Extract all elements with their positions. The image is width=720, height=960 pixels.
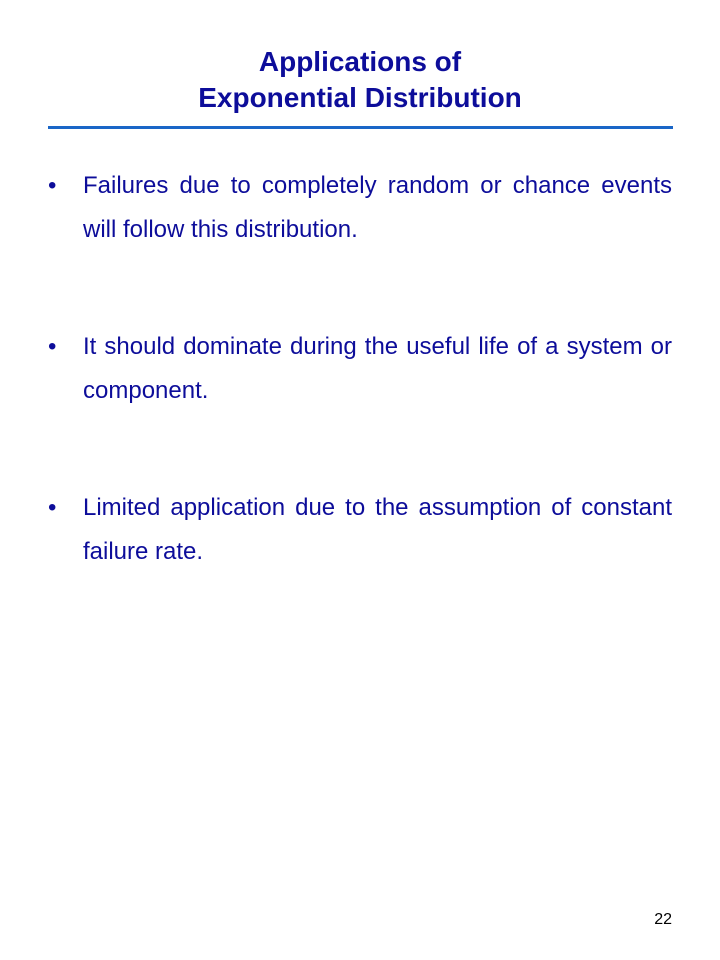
bullet-icon: • [48, 172, 57, 199]
page-number: 22 [654, 911, 672, 928]
title-underline [48, 126, 673, 129]
bullet-icon: • [48, 333, 57, 360]
bullet-item [48, 486, 672, 574]
bullet-text: Limited application due to the assumption of constant failure rate. [83, 494, 672, 565]
bullet-item [48, 325, 672, 413]
bullet-text: Failures due to completely random or chance events will follow this distribution. [83, 172, 672, 243]
bullet-text: It should dominate during the useful life of a system or component. [83, 333, 672, 404]
title-line-1: Applications of [258, 46, 462, 77]
bullet-item [48, 164, 672, 252]
bullet-list [48, 164, 672, 574]
title-line-2: Exponential Distribution [198, 82, 522, 113]
bullet-icon: • [48, 494, 57, 521]
slide-title [48, 44, 672, 116]
